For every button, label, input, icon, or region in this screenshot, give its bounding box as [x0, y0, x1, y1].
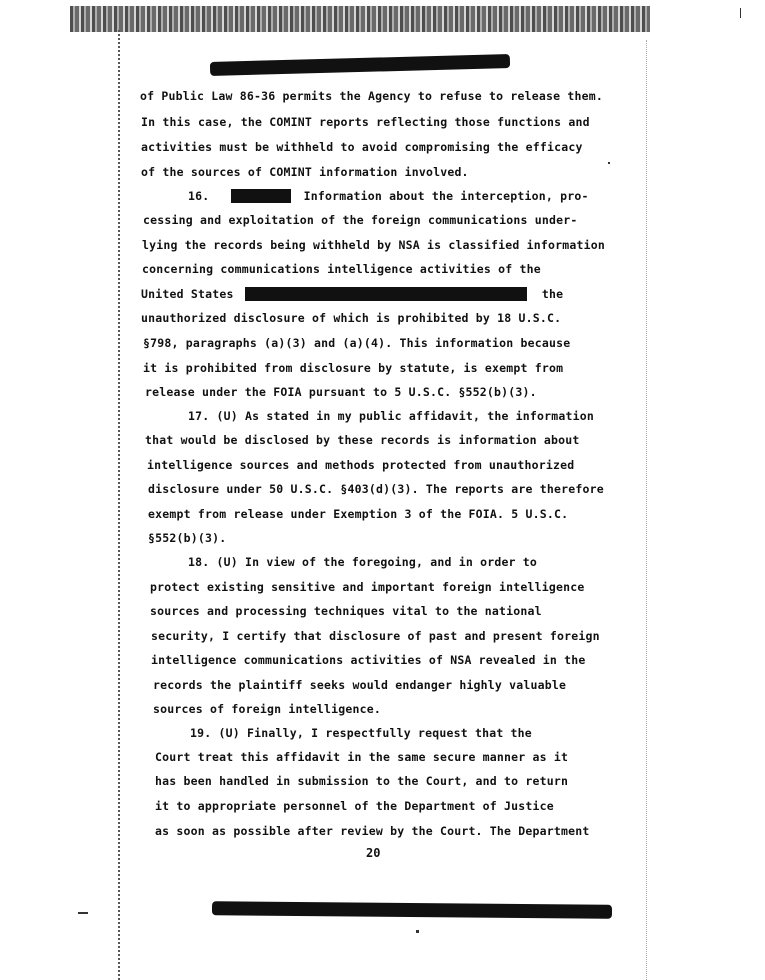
redacted-classification-header	[210, 54, 510, 76]
text-line: concerning communications intelligence activities of the	[142, 262, 541, 276]
text-line: that would be disclosed by these records is information about	[145, 433, 580, 447]
united-states-text: United States	[141, 287, 234, 301]
scan-speck	[416, 930, 419, 933]
text-line: exempt from release under Exemption 3 of the FOIA. 5 U.S.C.	[148, 507, 569, 521]
text-line: intelligence sources and methods protected from unauthorized	[147, 458, 575, 472]
text-line: of the sources of COMINT information involved.	[141, 165, 469, 179]
paragraph-16-number: 16.	[188, 189, 210, 203]
text-line: disclosure under 50 U.S.C. §403(d)(3). The reports are therefore	[148, 482, 604, 496]
text-line: unauthorized disclosure of which is prohibited by 18 U.S.C.	[141, 311, 562, 325]
text-line-redacted	[141, 287, 563, 301]
text-line: it is prohibited from disclosure by statute, is exempt from	[143, 361, 564, 375]
text-line: 18. (U) In view of the foregoing, and in order to	[188, 555, 538, 569]
scan-speck	[740, 8, 741, 18]
text-line: lying the records being withheld by NSA is classified information	[142, 238, 606, 252]
text-line: cessing and exploitation of the foreign communications under-	[143, 213, 578, 227]
text-line: has been handled in submission to the Court, and to return	[155, 774, 569, 788]
text-line: 19. (U) Finally, I respectfully request that the	[190, 726, 532, 740]
text-line: release under the FOIA pursuant to 5 U.S.C. §552(b)(3).	[145, 385, 537, 399]
text-line: intelligence communications activities of NSA revealed in the	[151, 653, 586, 667]
text-line: sources of foreign intelligence.	[153, 702, 381, 716]
text-line: sources and processing techniques vital to the national	[150, 604, 542, 618]
text-line: activities must be withheld to avoid compromising the efficacy	[141, 140, 583, 154]
right-page-edge	[646, 40, 647, 980]
scan-speck	[608, 162, 610, 164]
redaction-block	[245, 287, 527, 301]
paragraph-number	[188, 189, 589, 203]
text-line: as soon as possible after review by the Court. The Department	[155, 824, 590, 838]
text-line: it to appropriate personnel of the Department of Justice	[155, 799, 554, 813]
scan-edge-noise	[70, 6, 650, 32]
page-number: 20	[366, 846, 381, 860]
the-text: the	[541, 287, 564, 301]
text-line: security, I certify that disclosure of past and present foreign	[151, 629, 600, 643]
text-line: §798, paragraphs (a)(3) and (a)(4). This information because	[143, 336, 571, 350]
text-line: Court treat this affidavit in the same secure manner as it	[155, 750, 569, 764]
paragraph-16-text: Information about the interception, pro-	[303, 189, 589, 203]
text-line: In this case, the COMINT reports reflecting those functions and	[141, 115, 590, 129]
text-line: records the plaintiff seeks would endanger highly valuable	[153, 678, 567, 692]
text-line: §552(b)(3).	[148, 531, 227, 545]
text-line: of Public Law 86-36 permits the Agency to refuse to release them.	[140, 89, 604, 103]
left-page-edge	[118, 30, 120, 980]
redaction-block	[231, 189, 291, 203]
text-line: protect existing sensitive and important foreign intelligence	[150, 580, 585, 594]
redacted-classification-footer	[212, 901, 612, 918]
text-line: 17. (U) As stated in my public affidavit, the information	[188, 409, 595, 423]
scan-speck	[78, 912, 88, 914]
